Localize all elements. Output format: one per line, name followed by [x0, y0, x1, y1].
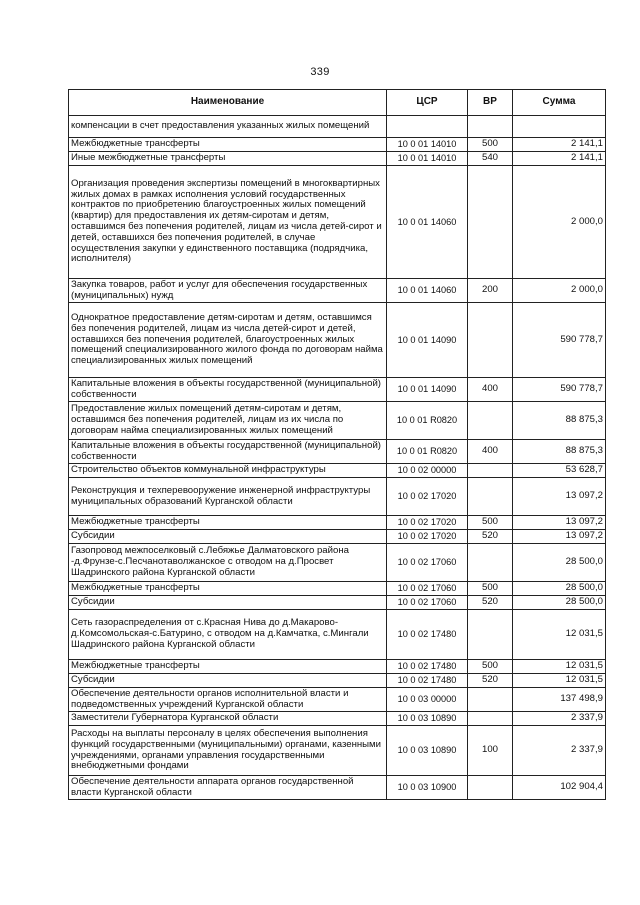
table-row: [69, 712, 606, 726]
row-name: Однократное предоставление детям-сиротам и детям, оставшимся без попечения родителей, лицам из числа детей-сирот и детей, оставшихся без попечения родителей, благоустроенных жилых помещений специализированного жилого фонда по договорам найма специализированных жилых помещений: [69, 303, 387, 378]
row-sum: 13 097,2: [513, 478, 606, 516]
row-sum: 13 097,2: [513, 516, 606, 530]
table-row: [69, 303, 606, 378]
row-csr: 10 0 03 00000: [387, 688, 468, 712]
row-csr: 10 0 03 10900: [387, 776, 468, 800]
row-csr: 10 0 02 17480: [387, 660, 468, 674]
row-csr: 10 0 01 14090: [387, 303, 468, 378]
table-row: [69, 152, 606, 166]
row-name: Обеспечение деятельности аппарата органов государственной власти Курганской области: [69, 776, 387, 800]
table-row: [69, 674, 606, 688]
row-sum: 28 500,0: [513, 596, 606, 610]
row-name: Расходы на выплаты персоналу в целях обеспечения выполнения функций государственными (муниципальными) органами, казенными учреждениями, органами управления государственными внебюджетными фондами: [69, 726, 387, 776]
table-row: [69, 516, 606, 530]
row-vr: 500: [468, 138, 513, 152]
row-vr: 100: [468, 726, 513, 776]
row-name: Субсидии: [69, 596, 387, 610]
row-csr: 10 0 02 17020: [387, 530, 468, 544]
row-vr: 500: [468, 582, 513, 596]
row-name: Межбюджетные трансферты: [69, 138, 387, 152]
table-row: [69, 402, 606, 440]
row-vr: [468, 610, 513, 660]
row-sum: 2 141,1: [513, 138, 606, 152]
row-name: Газопровод межпоселковый с.Лебяжье Далматовского района -д.Фрунзе-с.Песчанотаволжанское с отводом на д.Просвет Шадринского района Курганской области: [69, 544, 387, 582]
row-name: Межбюджетные трансферты: [69, 516, 387, 530]
row-vr: 400: [468, 440, 513, 464]
row-name: Субсидии: [69, 530, 387, 544]
row-vr: [468, 402, 513, 440]
row-csr: 10 0 02 00000: [387, 464, 468, 478]
header-vr: ВР: [468, 90, 513, 116]
table-row: [69, 596, 606, 610]
header-sum: Сумма: [513, 90, 606, 116]
header-csr: ЦСР: [387, 90, 468, 116]
table-row: [69, 279, 606, 303]
row-csr: 10 0 02 17060: [387, 544, 468, 582]
row-vr: [468, 166, 513, 279]
table-row: [69, 776, 606, 800]
row-csr: 10 0 03 10890: [387, 712, 468, 726]
table-row: [69, 544, 606, 582]
row-sum: 28 500,0: [513, 582, 606, 596]
row-csr: [387, 116, 468, 138]
row-sum: 2 141,1: [513, 152, 606, 166]
row-vr: 520: [468, 530, 513, 544]
table-row: [69, 440, 606, 464]
row-csr: 10 0 02 17020: [387, 516, 468, 530]
row-name: Организация проведения экспертизы помещений в многоквартирных жилых домах в рамках исполнения условий государственных контрактов по приобретению благоустроенных жилых помещений (квартир) для предоставления их детям-сиротам и детям, оставшимся без попечения родителей, лицам из числа детей-сирот и детей, оставшихся без попечения родителей, в случае осуществления закупки у единственного поставщика (подрядчика, исполнителя): [69, 166, 387, 279]
row-name: Сеть газораспределения от с.Красная Нива до д.Макарово-д.Комсомольская-с.Батурино, с отводом на д.Камчатка, с.Мингали Шадринского района Курганской области: [69, 610, 387, 660]
row-name: Субсидии: [69, 674, 387, 688]
row-sum: 13 097,2: [513, 530, 606, 544]
row-sum: 102 904,4: [513, 776, 606, 800]
header-name: Наименование: [69, 90, 387, 116]
table-row: [69, 116, 606, 138]
row-sum: 137 498,9: [513, 688, 606, 712]
row-vr: [468, 712, 513, 726]
table-row: [69, 478, 606, 516]
row-vr: [468, 478, 513, 516]
row-name: Капитальные вложения в объекты государственной (муниципальной) собственности: [69, 440, 387, 464]
row-sum: 590 778,7: [513, 303, 606, 378]
page-number: 339: [310, 66, 330, 78]
row-sum: 88 875,3: [513, 402, 606, 440]
row-sum: 2 000,0: [513, 279, 606, 303]
row-sum: 2 337,9: [513, 726, 606, 776]
row-sum: [513, 116, 606, 138]
row-name: Межбюджетные трансферты: [69, 660, 387, 674]
table-row: [69, 660, 606, 674]
row-sum: 88 875,3: [513, 440, 606, 464]
row-name: Заместители Губернатора Курганской области: [69, 712, 387, 726]
row-name: Иные межбюджетные трансферты: [69, 152, 387, 166]
row-csr: 10 0 01 R0820: [387, 402, 468, 440]
row-name: Предоставление жилых помещений детям-сиротам и детям, оставшимся без попечения родителей, лицам из их числа по договорам найма специализированных жилых помещений: [69, 402, 387, 440]
row-name: Обеспечение деятельности органов исполнительной власти и подведомственных учреждений Курганской области: [69, 688, 387, 712]
row-vr: 540: [468, 152, 513, 166]
row-sum: 12 031,5: [513, 610, 606, 660]
row-csr: 10 0 02 17020: [387, 478, 468, 516]
row-sum: 2 337,9: [513, 712, 606, 726]
row-csr: 10 0 02 17480: [387, 674, 468, 688]
row-name: Закупка товаров, работ и услуг для обеспечения государственных (муниципальных) нужд: [69, 279, 387, 303]
row-csr: 10 0 03 10890: [387, 726, 468, 776]
row-vr: [468, 116, 513, 138]
table-row: [69, 530, 606, 544]
row-name: Строительство объектов коммунальной инфраструктуры: [69, 464, 387, 478]
row-vr: 400: [468, 378, 513, 402]
table-row: [69, 464, 606, 478]
row-vr: [468, 688, 513, 712]
row-name: Межбюджетные трансферты: [69, 582, 387, 596]
budget-table: [68, 89, 606, 800]
header-row: [69, 90, 606, 116]
table-row: [69, 582, 606, 596]
row-name: Реконструкция и техперевооружение инженерной инфраструктуры муниципальных образований Курганской области: [69, 478, 387, 516]
row-csr: 10 0 02 17060: [387, 596, 468, 610]
row-csr: 10 0 02 17480: [387, 610, 468, 660]
row-vr: 200: [468, 279, 513, 303]
row-name: Капитальные вложения в объекты государственной (муниципальной) собственности: [69, 378, 387, 402]
row-vr: 520: [468, 674, 513, 688]
row-csr: 10 0 01 14090: [387, 378, 468, 402]
row-sum: 28 500,0: [513, 544, 606, 582]
row-sum: 2 000,0: [513, 166, 606, 279]
row-sum: 12 031,5: [513, 674, 606, 688]
row-vr: 500: [468, 660, 513, 674]
table-row: [69, 610, 606, 660]
row-csr: 10 0 01 14010: [387, 152, 468, 166]
row-vr: 520: [468, 596, 513, 610]
row-csr: 10 0 01 R0820: [387, 440, 468, 464]
row-vr: [468, 464, 513, 478]
row-csr: 10 0 01 14060: [387, 166, 468, 279]
table-row: [69, 138, 606, 152]
table-row: [69, 688, 606, 712]
row-sum: 590 778,7: [513, 378, 606, 402]
row-vr: 500: [468, 516, 513, 530]
row-vr: [468, 544, 513, 582]
table-row: [69, 726, 606, 776]
row-csr: 10 0 02 17060: [387, 582, 468, 596]
row-csr: 10 0 01 14060: [387, 279, 468, 303]
row-sum: 53 628,7: [513, 464, 606, 478]
table-row: [69, 378, 606, 402]
table-row: [69, 166, 606, 279]
row-vr: [468, 776, 513, 800]
row-vr: [468, 303, 513, 378]
row-csr: 10 0 01 14010: [387, 138, 468, 152]
row-sum: 12 031,5: [513, 660, 606, 674]
row-name: компенсации в счет предоставления указанных жилых помещений: [69, 116, 387, 138]
